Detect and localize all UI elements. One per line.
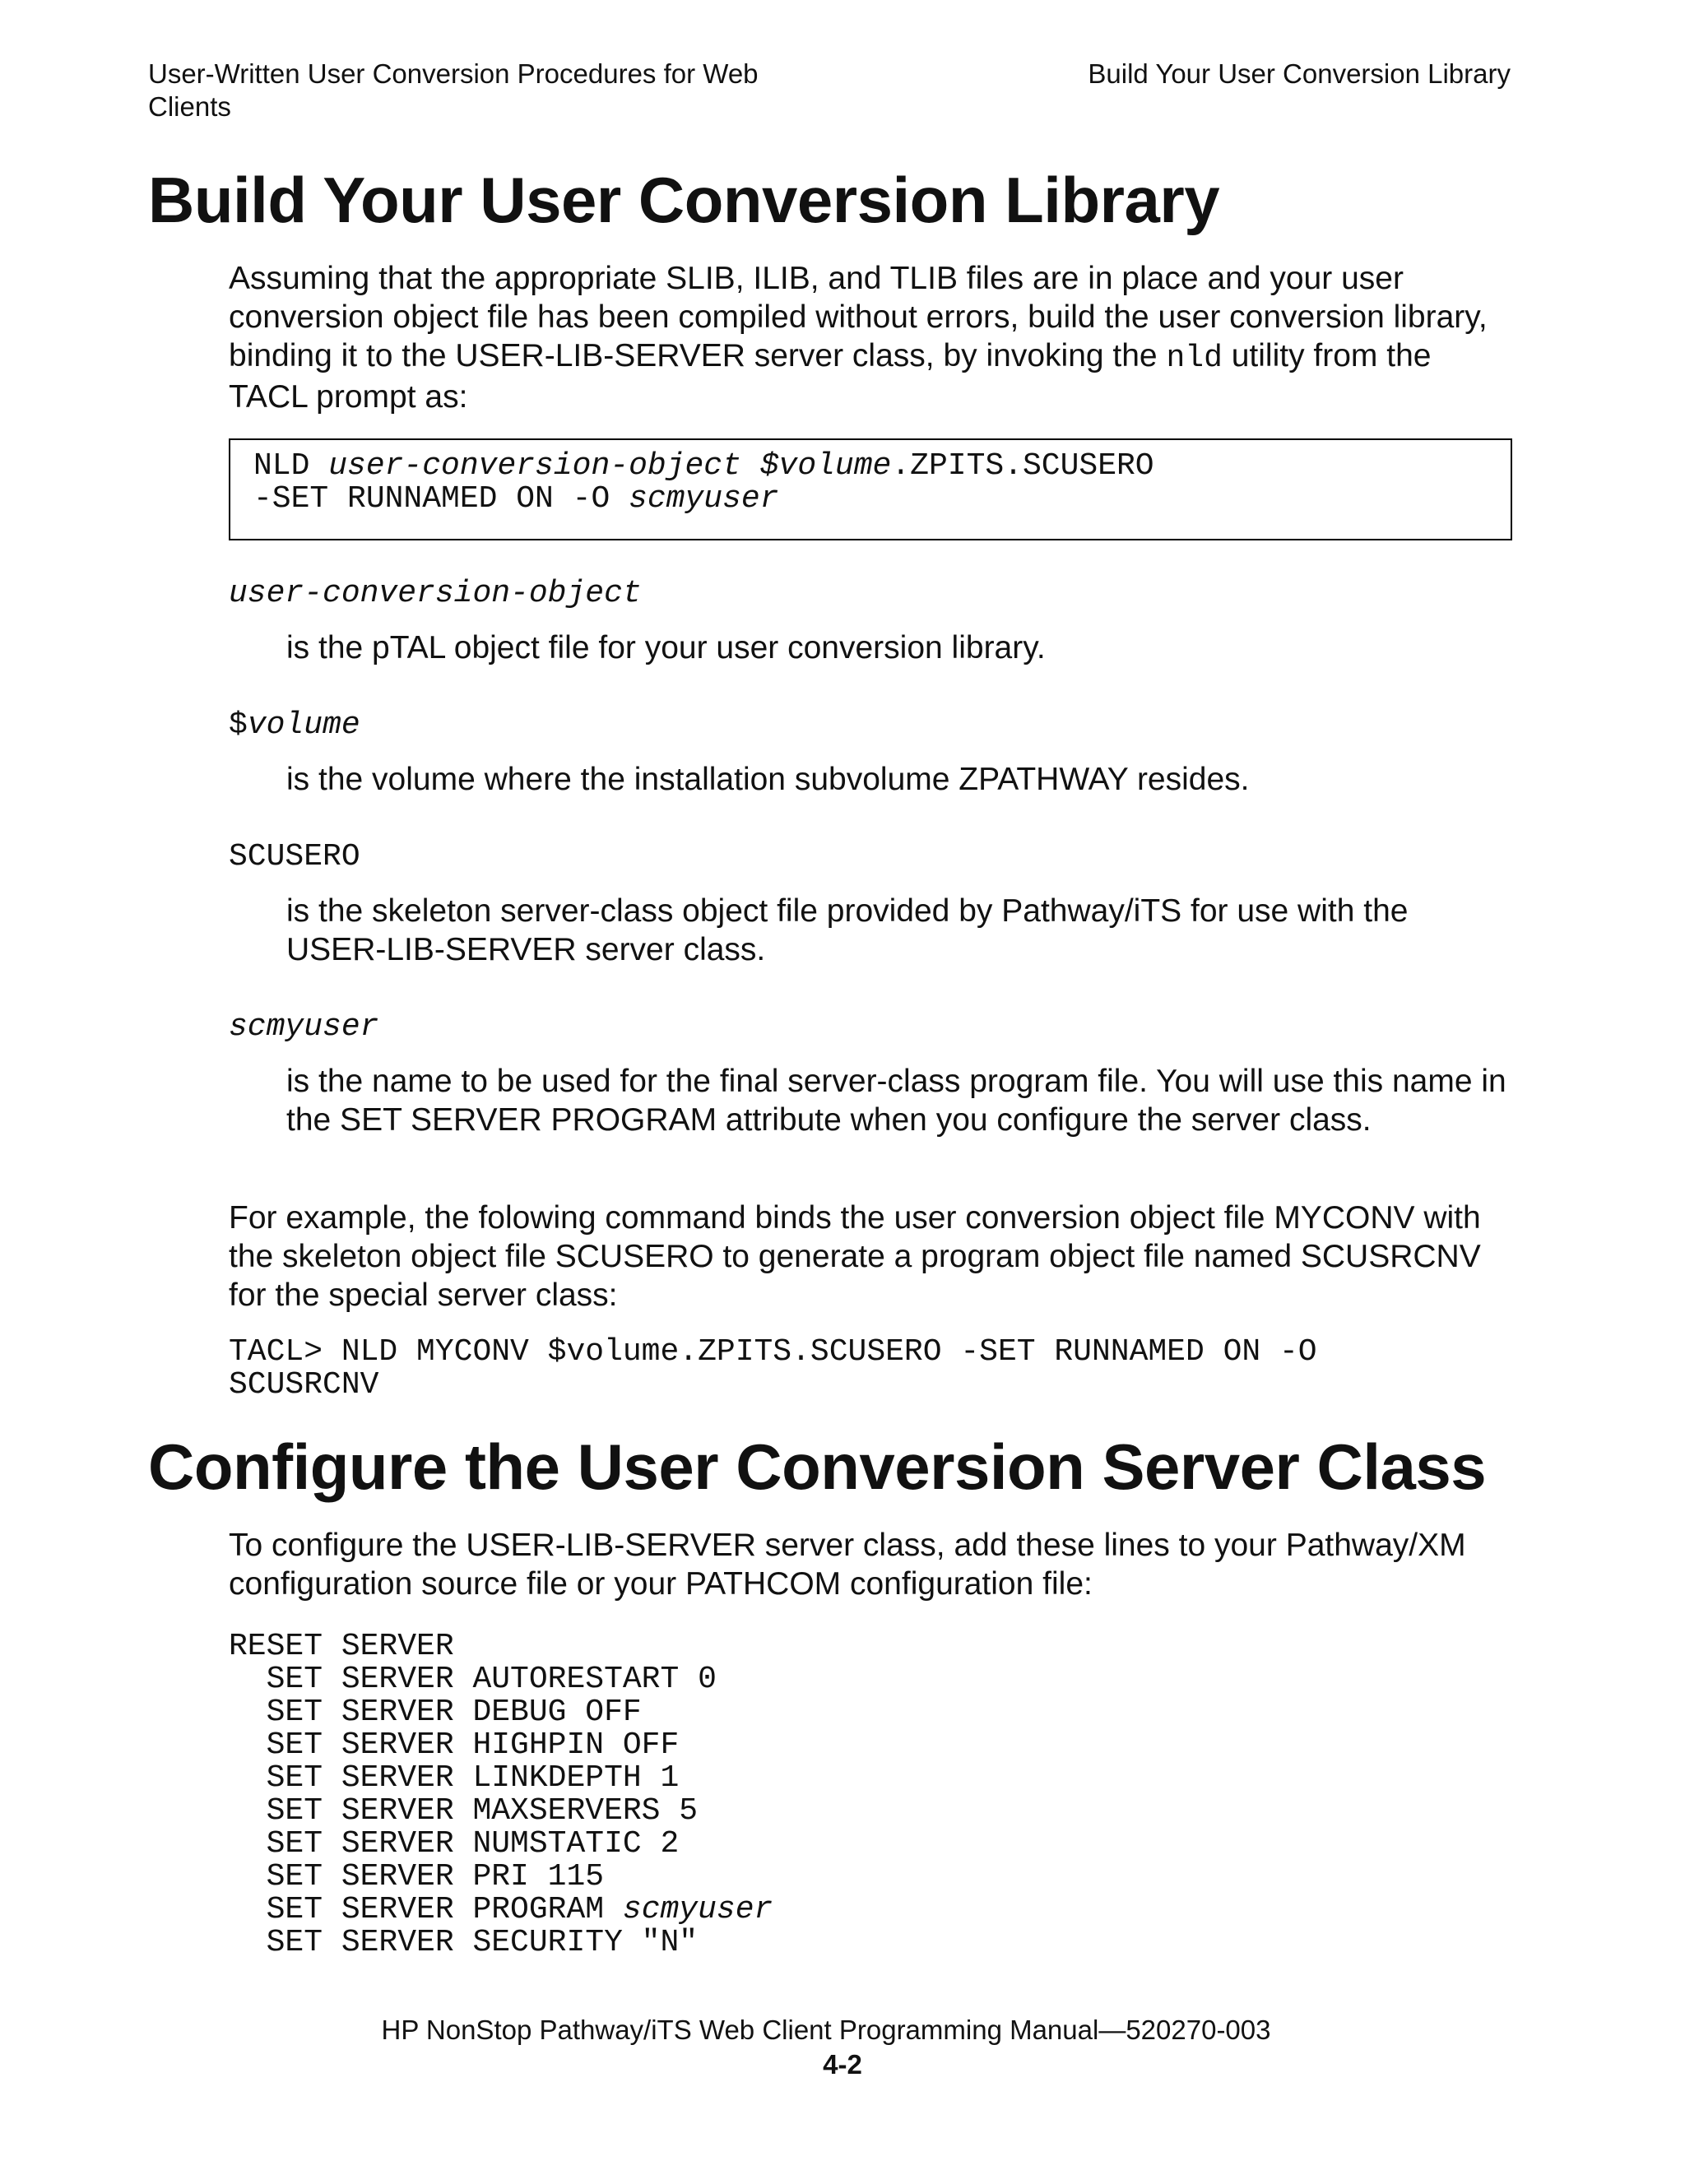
configure-intro-paragraph: To configure the USER-LIB-SERVER server class, add these lines to your Pathway/XM configuration source file or your PATHCOM configuration file:	[229, 1528, 1466, 1602]
config-line: SET SERVER HIGHPIN OFF	[229, 1727, 680, 1763]
config-line: RESET SERVER	[229, 1629, 454, 1664]
config-line-program	[229, 1894, 773, 1927]
nld-utility-code: nld	[1166, 341, 1223, 376]
config-line: SET SERVER MAXSERVERS 5	[229, 1793, 699, 1829]
example-paragraph: For example, the folowing command binds the user conversion object file MYCONV with the skeleton object file SCUSERO to generate a program object file named SCUSRCNV for the special server class:	[229, 1200, 1481, 1313]
term-description: is the skeleton server-class object file provided by Pathway/iTS for use with the USER-LIB-SERVER server class.	[286, 893, 1409, 967]
command-options: -SET RUNNAMED ON -O	[253, 481, 629, 517]
config-line: SET SERVER SECURITY "N"	[229, 1925, 699, 1960]
intro-text-start: Assuming that the appropriate SLIB, ILIB, and TLIB files are in place and your user conversion object file has been compiled without errors, build the user conversion library, binding it to the USER-LIB-SERVER server class, by invoking the	[229, 261, 1488, 373]
config-line: SET SERVER AUTORESTART 0	[229, 1662, 717, 1697]
config-line: SET SERVER PRI 115	[229, 1859, 605, 1894]
term-description: is the name to be used for the final server-class program file. You will use this name in the SET SERVER PROGRAM attribute when you configure the server class.	[286, 1064, 1506, 1138]
nld-command-box	[229, 438, 1512, 540]
term-scmyuser: scmyuser	[229, 1009, 379, 1045]
section-title-build-library: Build Your User Conversion Library	[148, 164, 1220, 236]
footer-page-number: 4-2	[823, 2049, 862, 2080]
server-config-listing	[229, 1630, 773, 1959]
term-volume-name: volume	[247, 707, 360, 743]
config-line: SET SERVER DEBUG OFF	[229, 1695, 642, 1730]
example-command: TACL> NLD MYCONV $volume.ZPITS.SCUSERO -SET RUNNAMED ON -O SCUSRCNV	[229, 1334, 1317, 1403]
config-program-prefix: SET SERVER PROGRAM	[229, 1892, 623, 1927]
intro-text-end: utility from the TACL prompt as:	[229, 338, 1432, 415]
footer-manual-title	[0, 2014, 1685, 2047]
term-description: is the pTAL object file for your user conversion library.	[286, 630, 1046, 665]
command-path: .ZPITS.SCUSERO	[891, 448, 1154, 484]
running-header-left: User-Written User Conversion Procedures for Web Clients	[148, 58, 759, 122]
term-volume-prefix: $	[229, 707, 248, 743]
footer-title-text: HP NonStop Pathway/iTS Web Client Programming Manual—520270-003	[381, 2015, 1271, 2045]
config-line: SET SERVER NUMSTATIC 2	[229, 1826, 680, 1862]
command-space	[741, 448, 760, 484]
running-header-right: Build Your User Conversion Library	[1088, 58, 1511, 89]
term-user-conversion-object: user-conversion-object	[229, 576, 642, 611]
config-program-value: scmyuser	[622, 1892, 773, 1927]
config-line: SET SERVER LINKDEPTH 1	[229, 1760, 680, 1796]
intro-paragraph	[229, 259, 1512, 416]
term-volume	[229, 707, 360, 744]
section-title-configure-server-class: Configure the User Conversion Server Class	[148, 1430, 1487, 1503]
command-param-volume: $volume	[759, 448, 892, 484]
command-param-output: scmyuser	[629, 481, 779, 517]
command-param-object: user-conversion-object	[328, 448, 741, 484]
term-description: is the volume where the installation subvolume ZPATHWAY resides.	[286, 762, 1250, 797]
command-keyword: NLD	[253, 448, 329, 484]
term-scusero: SCUSERO	[229, 839, 360, 874]
